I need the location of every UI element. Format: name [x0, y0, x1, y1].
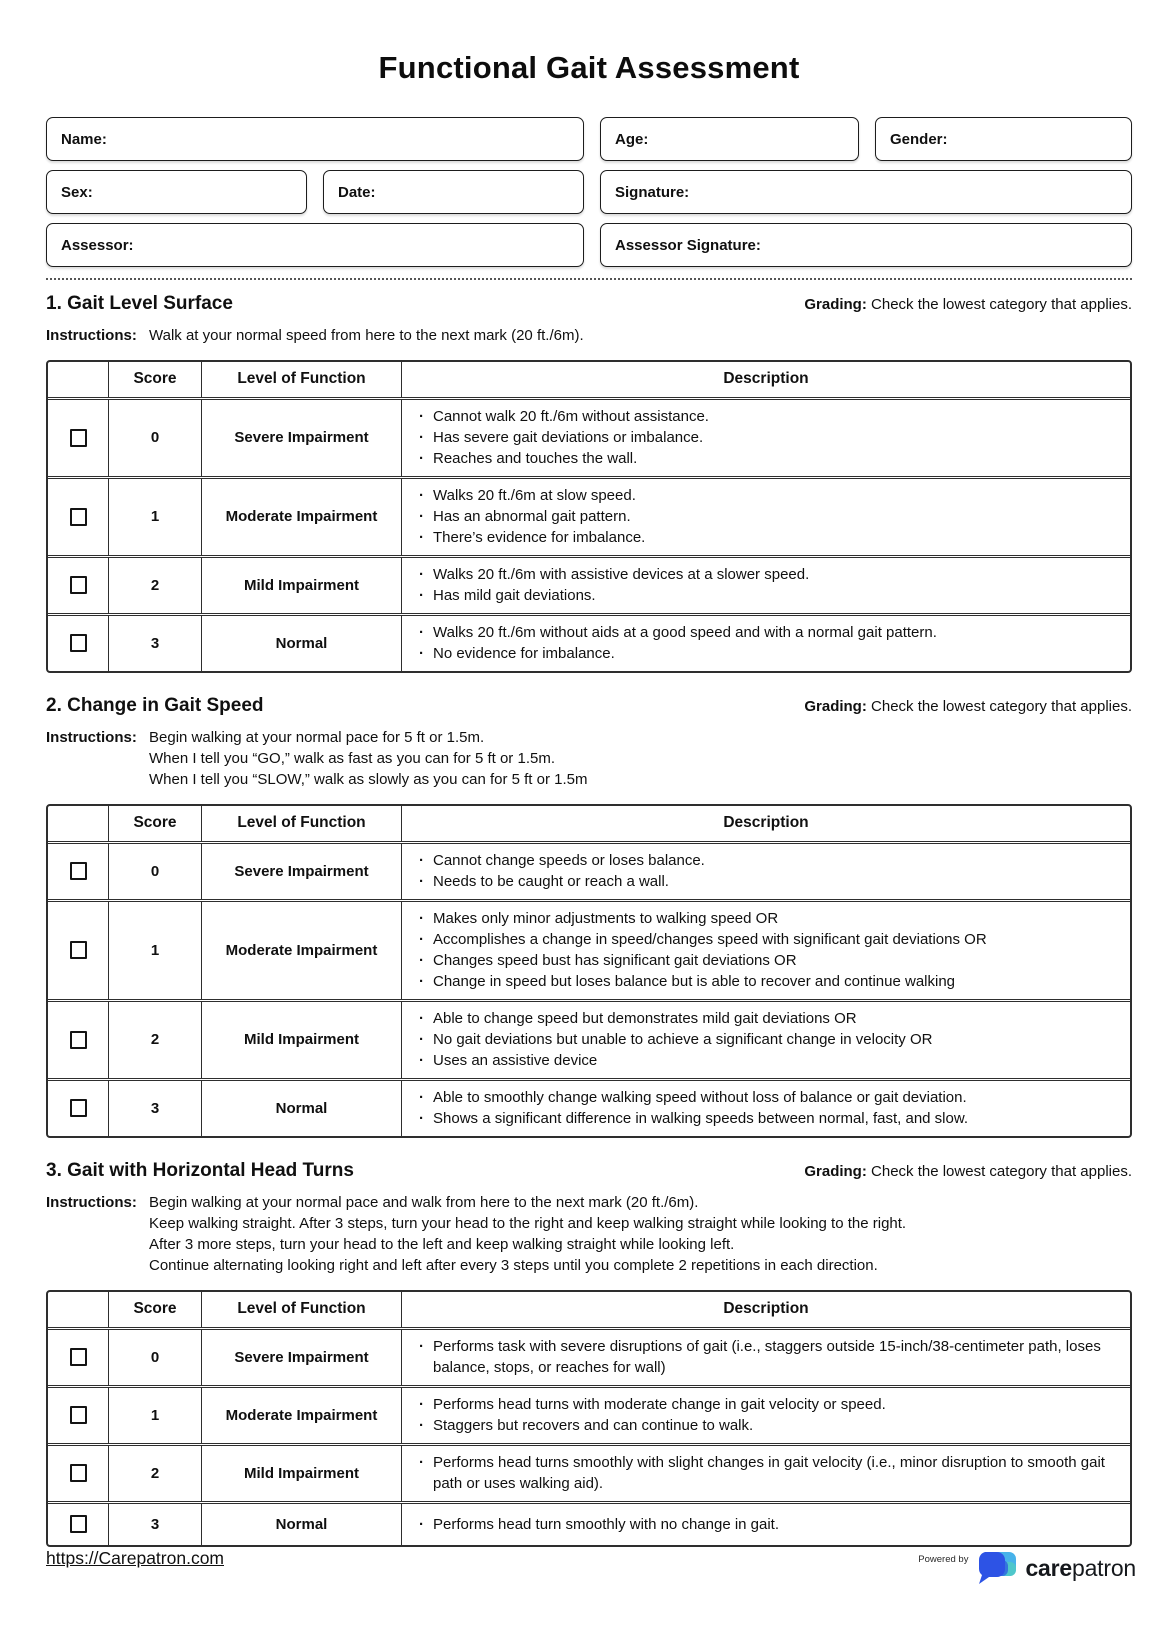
score-value: 0	[108, 1330, 201, 1385]
bullet-list	[416, 406, 1116, 469]
section-header-row	[46, 1160, 1132, 1182]
column-header-level: Level of Function	[201, 1292, 401, 1327]
bullet-list	[416, 485, 1116, 548]
checkbox-cell	[48, 1002, 108, 1078]
score-checkbox[interactable]	[70, 1031, 87, 1049]
assessor-signature-field[interactable]	[600, 223, 1132, 267]
table-row	[48, 613, 1130, 671]
score-checkbox[interactable]	[70, 862, 87, 880]
signature-field[interactable]	[600, 170, 1132, 214]
sex-field[interactable]	[46, 170, 307, 214]
instruction-line: Walk at your normal speed from here to the next mark (20 ft./6m).	[149, 326, 584, 344]
description-cell	[401, 479, 1130, 555]
description-bullet: · Performs head turns smoothly with slight changes in gait velocity (i.e., minor disruption to smooth gait path or uses walking aid).	[416, 1452, 1116, 1494]
description-bullet: · Staggers but recovers and can continue to walk.	[416, 1415, 1116, 1436]
description-bullet: · Has mild gait deviations.	[416, 585, 1116, 606]
column-header-checkbox	[48, 806, 108, 841]
column-header-level: Level of Function	[201, 362, 401, 397]
checkbox-cell	[48, 1330, 108, 1385]
score-value: 2	[108, 1446, 201, 1501]
description-bullet: · Walks 20 ft./6m with assistive devices at a slower speed.	[416, 564, 1116, 585]
grading-text: Check the lowest category that applies.	[871, 697, 1132, 715]
description-bullet: · Able to smoothly change walking speed without loss of balance or gait deviation.	[416, 1087, 1116, 1108]
description-cell	[401, 1504, 1130, 1545]
table-row	[48, 1078, 1130, 1136]
section-heading: 3. Gait with Horizontal Head Turns	[46, 1159, 354, 1181]
score-checkbox[interactable]	[70, 634, 87, 652]
section-heading: 1. Gait Level Surface	[46, 293, 233, 314]
assessor-signature-label: Assessor Signature:	[615, 236, 761, 254]
instruction-lines	[149, 727, 1132, 790]
description-bullet: · Needs to be caught or reach a wall.	[416, 871, 1116, 892]
description-bullet: · Has severe gait deviations or imbalance.	[416, 427, 1116, 448]
bullet-list	[416, 1514, 1116, 1535]
column-header-level: Level of Function	[201, 806, 401, 841]
score-checkbox[interactable]	[70, 1099, 87, 1117]
rubric-table	[46, 1290, 1132, 1547]
score-value: 1	[108, 1388, 201, 1443]
sections	[46, 293, 1132, 1547]
form-row-3	[46, 223, 1132, 267]
description-bullet: · Performs head turns with moderate change in gait velocity or speed.	[416, 1394, 1116, 1415]
column-header-checkbox	[48, 1292, 108, 1327]
score-checkbox[interactable]	[70, 1406, 87, 1424]
level-of-function: Severe Impairment	[201, 1330, 401, 1385]
column-header-score: Score	[108, 1292, 201, 1327]
brand-patron: patron	[1071, 1555, 1136, 1581]
checkbox-cell	[48, 616, 108, 671]
powered-by	[918, 1550, 1136, 1587]
checkbox-cell	[48, 1504, 108, 1545]
dotted-divider	[46, 278, 1132, 280]
description-bullet: · No evidence for imbalance.	[416, 643, 1116, 664]
description-bullet: · Walks 20 ft./6m without aids at a good speed and with a normal gait pattern.	[416, 622, 1116, 643]
name-field[interactable]	[46, 117, 584, 161]
description-bullet: · There’s evidence for imbalance.	[416, 527, 1116, 548]
assessor-field[interactable]	[46, 223, 584, 267]
table-row	[48, 397, 1130, 476]
rubric-table	[46, 360, 1132, 673]
level-of-function: Mild Impairment	[201, 558, 401, 613]
score-value: 2	[108, 558, 201, 613]
section-2	[46, 695, 1132, 1138]
age-label: Age:	[615, 130, 649, 148]
instruction-line: Continue alternating looking right and left after every 3 steps until you complete 2 repetitions in each direction.	[149, 1256, 878, 1274]
description-cell	[401, 1330, 1130, 1385]
instruction-line: When I tell you “SLOW,” walk as slowly as you can for 5 ft or 1.5m	[149, 770, 588, 788]
section-heading: 2. Change in Gait Speed	[46, 694, 264, 716]
section-3	[46, 1160, 1132, 1547]
description-bullet: · Reaches and touches the wall.	[416, 448, 1116, 469]
description-bullet: · Accomplishes a change in speed/changes speed with significant gait deviations OR	[416, 929, 1116, 950]
column-header-score: Score	[108, 362, 201, 397]
column-header-description: Description	[401, 806, 1130, 841]
description-bullet: · Performs task with severe disruptions of gait (i.e., staggers outside 15-inch/38-centimeter path, loses balance, stops, or reaches for wall)	[416, 1336, 1116, 1378]
bullet-list	[416, 1008, 1116, 1071]
score-value: 3	[108, 616, 201, 671]
checkbox-cell	[48, 558, 108, 613]
description-bullet: · Has an abnormal gait pattern.	[416, 506, 1116, 527]
carepatron-logo-icon	[975, 1550, 1018, 1587]
level-of-function: Moderate Impairment	[201, 1388, 401, 1443]
checkbox-cell	[48, 1388, 108, 1443]
grading-note	[804, 1163, 1132, 1180]
score-value: 3	[108, 1504, 201, 1545]
brand-wordmark	[1025, 1555, 1136, 1582]
score-value: 0	[108, 844, 201, 899]
date-field[interactable]	[323, 170, 584, 214]
score-value: 1	[108, 902, 201, 999]
page-title: Functional Gait Assessment	[378, 50, 800, 85]
instructions-label: Instructions:	[46, 728, 137, 746]
level-of-function: Normal	[201, 616, 401, 671]
description-bullet: · Performs head turn smoothly with no change in gait.	[416, 1514, 1116, 1535]
score-checkbox[interactable]	[70, 429, 87, 447]
bullet-list	[416, 850, 1116, 892]
table-row	[48, 899, 1130, 999]
instructions-label: Instructions:	[46, 326, 137, 344]
level-of-function: Severe Impairment	[201, 400, 401, 476]
gender-label: Gender:	[890, 130, 948, 148]
level-of-function: Moderate Impairment	[201, 902, 401, 999]
table-header-row	[48, 362, 1130, 397]
description-bullet: · Change in speed but loses balance but is able to recover and continue walking	[416, 971, 1116, 992]
description-bullet: · Walks 20 ft./6m at slow speed.	[416, 485, 1116, 506]
level-of-function: Mild Impairment	[201, 1002, 401, 1078]
description-cell	[401, 558, 1130, 613]
level-of-function: Normal	[201, 1081, 401, 1136]
column-header-checkbox	[48, 362, 108, 397]
grading-text: Check the lowest category that applies.	[871, 1162, 1132, 1180]
instruction-line: After 3 more steps, turn your head to the left and keep walking straight while looking left.	[149, 1235, 735, 1253]
checkbox-cell	[48, 400, 108, 476]
patient-form	[46, 117, 1132, 267]
bullet-list	[416, 1087, 1116, 1129]
table-header-row	[48, 806, 1130, 841]
description-cell	[401, 1081, 1130, 1136]
signature-label: Signature:	[615, 183, 690, 201]
footer	[46, 1548, 1136, 1587]
description-bullet: · Cannot change speeds or loses balance.	[416, 850, 1116, 871]
table-row	[48, 1327, 1130, 1385]
checkbox-cell	[48, 844, 108, 899]
instructions-label: Instructions:	[46, 1193, 137, 1211]
description-cell	[401, 844, 1130, 899]
assessor-label: Assessor:	[61, 236, 134, 254]
description-cell	[401, 1446, 1130, 1501]
score-value: 0	[108, 400, 201, 476]
level-of-function: Moderate Impairment	[201, 479, 401, 555]
grading-label: Grading:	[804, 1162, 867, 1180]
description-bullet: · Cannot walk 20 ft./6m without assistance.	[416, 406, 1116, 427]
powered-by-label: Powered by	[918, 1554, 969, 1565]
form-row-2	[46, 170, 1132, 214]
table-row	[48, 1501, 1130, 1545]
score-checkbox[interactable]	[70, 1348, 87, 1366]
bullet-list	[416, 908, 1116, 992]
column-header-description: Description	[401, 362, 1130, 397]
bullet-list	[416, 1452, 1116, 1494]
instruction-line: Begin walking at your normal pace and walk from here to the next mark (20 ft./6m).	[149, 1193, 699, 1211]
sex-label: Sex:	[61, 183, 93, 201]
bullet-list	[416, 622, 1116, 664]
score-value: 3	[108, 1081, 201, 1136]
score-checkbox[interactable]	[70, 576, 87, 594]
section-header-row	[46, 695, 1132, 717]
score-value: 1	[108, 479, 201, 555]
instructions-block	[46, 325, 1132, 346]
form-row-1	[46, 117, 1132, 161]
rubric-table	[46, 804, 1132, 1138]
checkbox-cell	[48, 479, 108, 555]
grading-note	[804, 698, 1132, 715]
description-cell	[401, 1388, 1130, 1443]
level-of-function: Severe Impairment	[201, 844, 401, 899]
brand-care: care	[1025, 1555, 1072, 1581]
level-of-function: Mild Impairment	[201, 1446, 401, 1501]
description-bullet: · Makes only minor adjustments to walking speed OR	[416, 908, 1116, 929]
grading-note	[804, 296, 1132, 313]
grading-text: Check the lowest category that applies.	[871, 296, 1132, 313]
age-field[interactable]	[600, 117, 859, 161]
bullet-list	[416, 564, 1116, 606]
score-value: 2	[108, 1002, 201, 1078]
bullet-list	[416, 1336, 1116, 1378]
table-row	[48, 476, 1130, 555]
level-of-function: Normal	[201, 1504, 401, 1545]
description-cell	[401, 616, 1130, 671]
instruction-lines	[149, 1192, 1132, 1276]
instructions-block	[46, 1192, 1132, 1276]
section-1	[46, 293, 1132, 673]
table-row	[48, 1385, 1130, 1443]
table-row	[48, 999, 1130, 1078]
table-row	[48, 841, 1130, 899]
bullet-list	[416, 1394, 1116, 1436]
checkbox-cell	[48, 902, 108, 999]
table-row	[48, 1443, 1130, 1501]
checkbox-cell	[48, 1446, 108, 1501]
score-checkbox[interactable]	[70, 941, 87, 959]
description-bullet: · Changes speed bust has significant gait deviations OR	[416, 950, 1116, 971]
table-header-row	[48, 1292, 1130, 1327]
instruction-line: Keep walking straight. After 3 steps, turn your head to the right and keep walking straight while looking to the right.	[149, 1214, 907, 1232]
name-label: Name:	[61, 130, 107, 148]
description-cell	[401, 400, 1130, 476]
description-bullet: · No gait deviations but unable to achieve a significant change in velocity OR	[416, 1029, 1116, 1050]
table-row	[48, 555, 1130, 613]
checkbox-cell	[48, 1081, 108, 1136]
score-checkbox[interactable]	[70, 508, 87, 526]
instruction-line: Begin walking at your normal pace for 5 ft or 1.5m.	[149, 728, 485, 746]
description-cell	[401, 1002, 1130, 1078]
description-bullet: · Shows a significant difference in walking speeds between normal, fast, and slow.	[416, 1108, 1116, 1129]
instruction-line: When I tell you “GO,” walk as fast as you can for 5 ft or 1.5m.	[149, 749, 555, 767]
date-label: Date:	[338, 183, 376, 201]
column-header-description: Description	[401, 1292, 1130, 1327]
gender-field[interactable]	[875, 117, 1132, 161]
instructions-block	[46, 727, 1132, 790]
score-checkbox[interactable]	[70, 1464, 87, 1482]
instruction-lines	[149, 325, 1132, 346]
description-bullet: · Uses an assistive device	[416, 1050, 1116, 1071]
section-header-row	[46, 293, 1132, 315]
score-checkbox[interactable]	[70, 1515, 87, 1533]
grading-label: Grading:	[804, 296, 867, 313]
grading-label: Grading:	[804, 697, 867, 715]
description-bullet: · Able to change speed but demonstrates mild gait deviations OR	[416, 1008, 1116, 1029]
site-link[interactable]: https://Carepatron.com	[46, 1548, 224, 1568]
description-cell	[401, 902, 1130, 999]
column-header-score: Score	[108, 806, 201, 841]
